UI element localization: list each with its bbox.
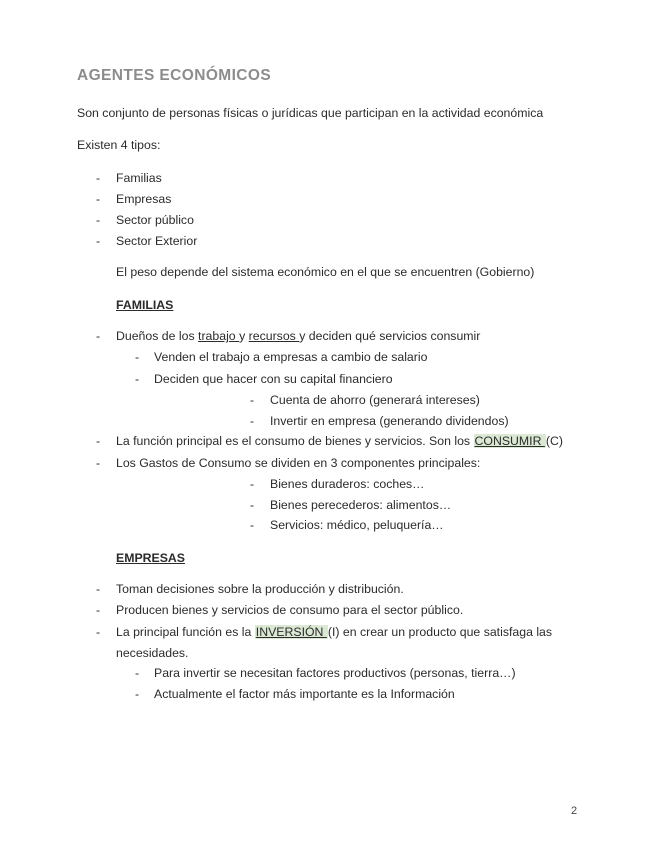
list-item: Empresas: [116, 192, 172, 206]
weight-note: El peso depende del sistema económico en el que se encuentren (Gobierno): [116, 265, 535, 279]
list-item: Producen bienes y servicios de consumo para el sector público.: [116, 603, 464, 617]
list-item: Sector Exterior: [116, 234, 198, 248]
list-item: Familias: [116, 171, 162, 185]
highlight-consumir: CONSUMIR: [474, 434, 545, 448]
bullet-dash: -: [96, 192, 101, 206]
bullet-dash: -: [250, 518, 255, 532]
bullet-dash: -: [96, 434, 101, 448]
section-heading-familias: FAMILIAS: [116, 298, 174, 312]
list-subitem: Para invertir se necesitan factores productivos (personas, tierra…): [154, 666, 516, 680]
page-number: 2: [571, 805, 578, 817]
list-subsubitem: Cuenta de ahorro (generará intereses): [270, 393, 480, 407]
list-item: Sector público: [116, 213, 194, 227]
list-subsubitem: Bienes duraderos: coches…: [270, 477, 425, 491]
bullet-dash: -: [96, 625, 101, 639]
intro-paragraph: Son conjunto de personas físicas o jurídicas que participan en la actividad económica: [77, 106, 544, 120]
highlight-inversion: INVERSIÓN: [255, 625, 327, 639]
bullet-dash: -: [96, 582, 101, 596]
page-title: AGENTES ECONÓMICOS: [77, 67, 272, 84]
list-item-continuation: necesidades.: [116, 646, 189, 660]
section-heading-empresas: EMPRESAS: [116, 551, 186, 565]
bullet-dash: -: [250, 477, 255, 491]
bullet-dash: -: [96, 456, 101, 470]
list-item: Dueños de los trabajo y recursos y deciden qué servicios consumir: [116, 329, 481, 343]
list-subsubitem: Bienes perecederos: alimentos…: [270, 498, 452, 512]
list-subitem: Actualmente el factor más importante es la Información: [154, 687, 455, 701]
bullet-dash: -: [96, 234, 101, 248]
list-item: Toman decisiones sobre la producción y distribución.: [116, 582, 404, 596]
bullet-dash: -: [135, 350, 140, 364]
bullet-dash: -: [250, 414, 255, 428]
list-item: Los Gastos de Consumo se dividen en 3 componentes principales:: [116, 456, 481, 470]
list-item: La función principal es el consumo de bienes y servicios. Son los CONSUMIR (C): [116, 434, 563, 448]
bullet-dash: -: [96, 329, 101, 343]
bullet-dash: -: [96, 603, 101, 617]
bullet-dash: -: [96, 171, 101, 185]
list-subitem: Venden el trabajo a empresas a cambio de salario: [154, 350, 428, 364]
bullet-dash: -: [135, 666, 140, 680]
bullet-dash: -: [135, 372, 140, 386]
list-subsubitem: Servicios: médico, peluquería…: [270, 518, 444, 532]
bullet-dash: -: [96, 213, 101, 227]
bullet-dash: -: [250, 498, 255, 512]
list-subitem: Deciden que hacer con su capital financiero: [154, 372, 393, 386]
bullet-dash: -: [250, 393, 255, 407]
types-intro: Existen 4 tipos:: [77, 138, 161, 152]
bullet-dash: -: [135, 687, 140, 701]
list-item: La principal función es la INVERSIÓN (I) en crear un producto que satisfaga las: [116, 625, 553, 639]
list-subsubitem: Invertir en empresa (generando dividendos): [270, 414, 509, 428]
